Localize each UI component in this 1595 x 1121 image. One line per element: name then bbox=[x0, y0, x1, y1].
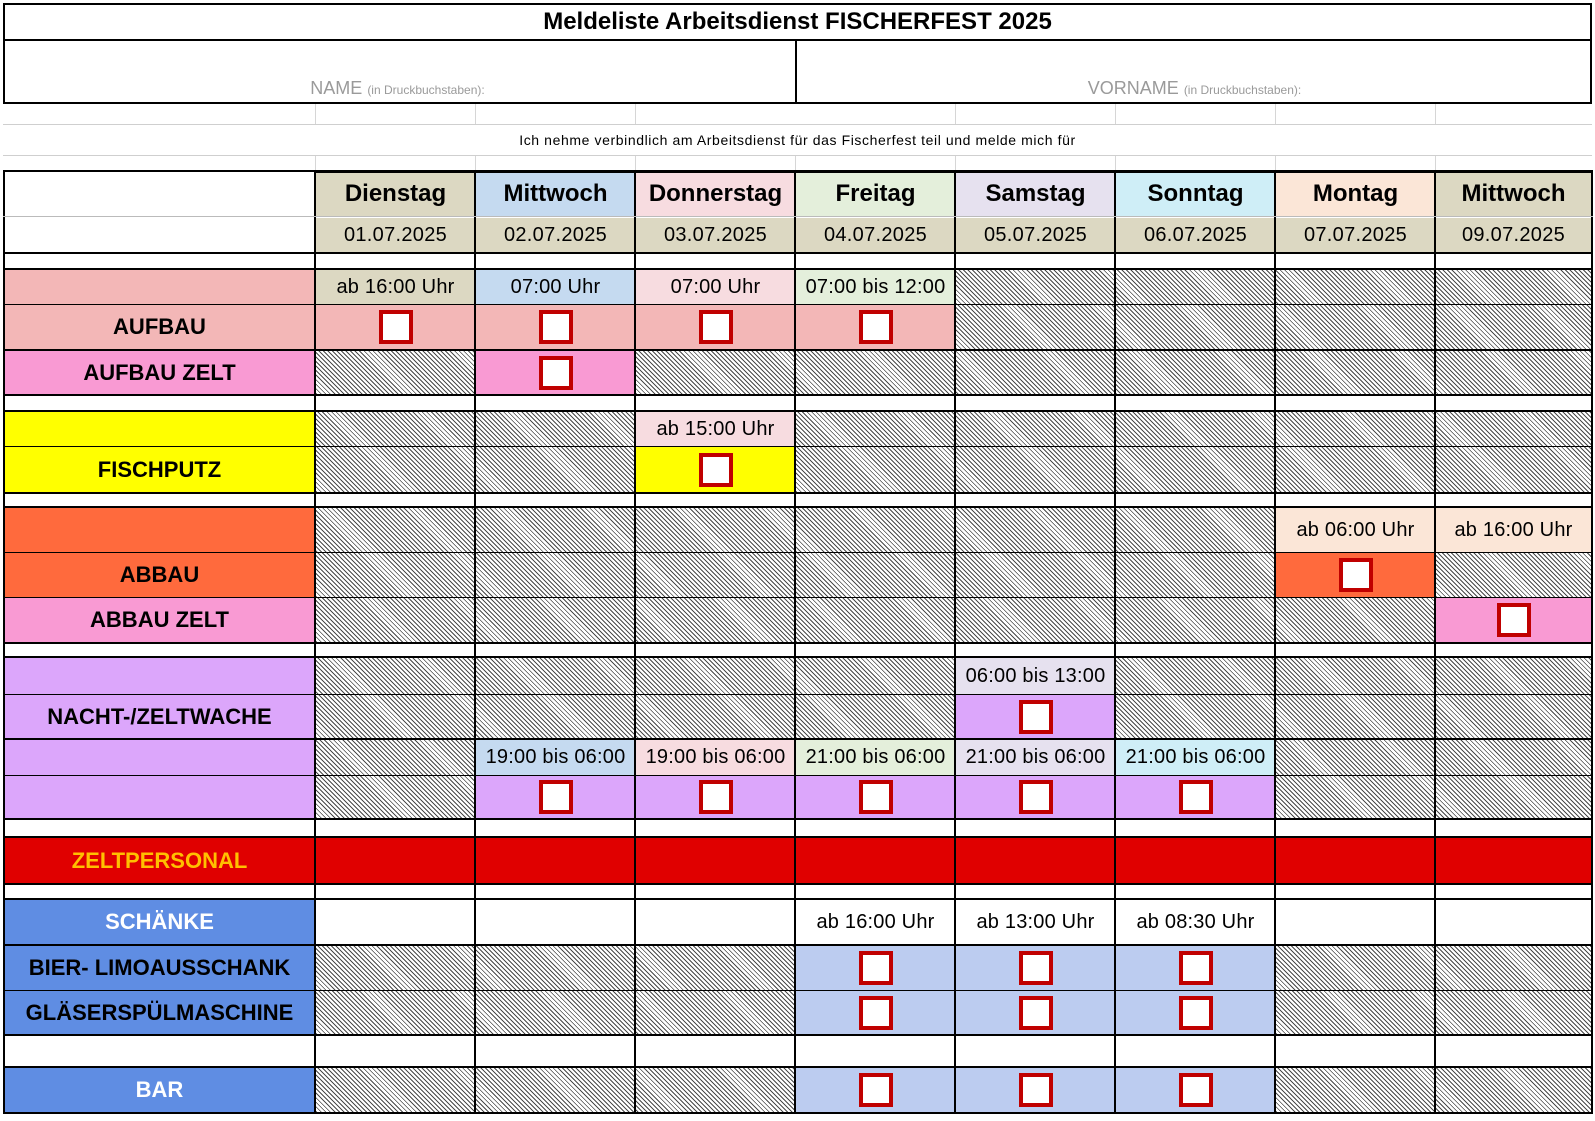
signup-checkbox[interactable] bbox=[1179, 780, 1213, 814]
day-header: Sonntag bbox=[1116, 172, 1275, 216]
row-label-bier: BIER- LIMOAUSSCHANK bbox=[4, 946, 315, 990]
time-slot: ab 16:00 Uhr bbox=[816, 910, 935, 933]
time-slot: ab 15:00 Uhr bbox=[636, 412, 795, 446]
date-header: 01.07.2025 bbox=[316, 218, 475, 252]
signup-checkbox[interactable] bbox=[379, 310, 413, 344]
row-label-schaenke: SCHÄNKE bbox=[4, 900, 315, 944]
signup-checkbox[interactable] bbox=[1179, 951, 1213, 985]
signup-checkbox[interactable] bbox=[1019, 780, 1053, 814]
row-label-aufbau: AUFBAU bbox=[4, 305, 315, 349]
name-field[interactable] bbox=[0, 78, 795, 99]
row-label-fischputz: FISCHPUTZ bbox=[4, 447, 315, 492]
day-header: Mittwoch bbox=[1436, 172, 1591, 216]
signup-checkbox[interactable] bbox=[1019, 1073, 1053, 1107]
signup-checkbox[interactable] bbox=[1019, 700, 1053, 734]
row-label-abbau-zelt: ABBAU ZELT bbox=[4, 598, 315, 642]
time-slot: ab 16:00 Uhr bbox=[316, 270, 475, 304]
signup-checkbox[interactable] bbox=[1019, 996, 1053, 1030]
time-slot: 07:00 Uhr bbox=[476, 270, 635, 304]
signup-checkbox[interactable] bbox=[859, 951, 893, 985]
date-header: 05.07.2025 bbox=[956, 218, 1115, 252]
time-slot: ab 13:00 Uhr bbox=[976, 910, 1095, 933]
time-slot: 19:00 bis 06:00 bbox=[476, 740, 635, 775]
signup-checkbox[interactable] bbox=[1339, 558, 1373, 592]
signup-checkbox[interactable] bbox=[859, 1073, 893, 1107]
time-slot: ab 06:00 Uhr bbox=[1276, 508, 1435, 552]
signup-checkbox[interactable] bbox=[1179, 996, 1213, 1030]
signup-checkbox[interactable] bbox=[1019, 951, 1053, 985]
page-title: Meldeliste Arbeitsdienst FISCHERFEST 2025 bbox=[3, 3, 1592, 41]
time-slot: ab 16:00 Uhr bbox=[1436, 508, 1591, 552]
signup-checkbox[interactable] bbox=[859, 996, 893, 1030]
name-label: NAME bbox=[310, 78, 363, 98]
signup-checkbox[interactable] bbox=[1179, 1073, 1213, 1107]
date-header: 02.07.2025 bbox=[476, 218, 635, 252]
day-header: Montag bbox=[1276, 172, 1435, 216]
signup-checkbox[interactable] bbox=[859, 780, 893, 814]
signup-checkbox[interactable] bbox=[699, 453, 733, 487]
date-header: 04.07.2025 bbox=[796, 218, 955, 252]
row-label-aufbau-zelt: AUFBAU ZELT bbox=[4, 351, 315, 394]
signup-checkbox[interactable] bbox=[699, 310, 733, 344]
day-header: Mittwoch bbox=[476, 172, 635, 216]
row-label-abbau: ABBAU bbox=[4, 553, 315, 597]
time-slot: 06:00 bis 13:00 bbox=[956, 658, 1115, 694]
row-label-bar: BAR bbox=[4, 1068, 315, 1112]
day-header: Samstag bbox=[956, 172, 1115, 216]
vorname-field[interactable] bbox=[797, 78, 1592, 99]
time-slot: ab 08:30 Uhr bbox=[1136, 910, 1255, 933]
day-header: Donnerstag bbox=[636, 172, 795, 216]
signup-checkbox[interactable] bbox=[859, 310, 893, 344]
name-hint: (in Druckbuchstaben): bbox=[367, 83, 485, 97]
time-slot: 19:00 bis 06:00 bbox=[636, 740, 795, 775]
time-slot: 21:00 bis 06:00 bbox=[796, 740, 955, 775]
vorname-hint: (in Druckbuchstaben): bbox=[1183, 83, 1302, 97]
day-header: Dienstag bbox=[316, 172, 475, 216]
vorname-label: VORNAME bbox=[1087, 78, 1179, 98]
signup-checkbox[interactable] bbox=[699, 780, 733, 814]
time-slot: 07:00 Uhr bbox=[636, 270, 795, 304]
time-slot: 21:00 bis 06:00 bbox=[1116, 740, 1275, 775]
row-label-nachtwache: NACHT-/ZELTWACHE bbox=[47, 704, 272, 729]
time-slot: 21:00 bis 06:00 bbox=[956, 740, 1115, 775]
time-slot: 07:00 bis 12:00 bbox=[796, 270, 955, 304]
row-label-zeltpersonal: ZELTPERSONAL bbox=[71, 847, 248, 873]
intro-text: Ich nehme verbindlich am Arbeitsdienst für das Fischerfest teil und melde mich für bbox=[3, 124, 1592, 156]
date-header: 07.07.2025 bbox=[1276, 218, 1435, 252]
row-label-glaeser: GLÄSERSPÜLMASCHINE bbox=[4, 991, 315, 1034]
date-header: 09.07.2025 bbox=[1436, 218, 1591, 252]
day-header: Freitag bbox=[796, 172, 955, 216]
signup-checkbox[interactable] bbox=[1497, 603, 1531, 637]
date-header: 03.07.2025 bbox=[636, 218, 795, 252]
date-header: 06.07.2025 bbox=[1116, 218, 1275, 252]
signup-checkbox[interactable] bbox=[539, 780, 573, 814]
signup-checkbox[interactable] bbox=[539, 310, 573, 344]
signup-checkbox[interactable] bbox=[539, 356, 573, 390]
